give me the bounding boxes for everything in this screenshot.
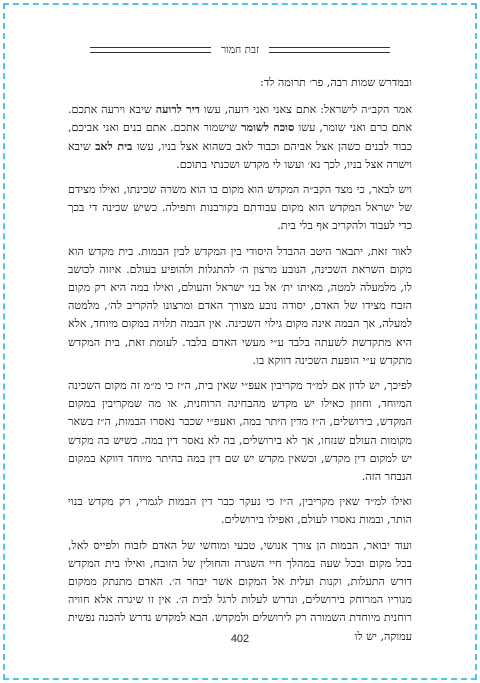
- intro-paragraph: [68, 74, 412, 92]
- body-text: [68, 74, 412, 653]
- body-paragraph: [68, 537, 412, 646]
- page-number: 402: [230, 633, 250, 645]
- text-run: ויש לבאר, כי מצד הקב״ה המקדש הוא מקום בו הוא משרה שכינתו, ואילו מצידם של ישראל המקדש הוא מקום עבודתם בקורבנות ותפילה. כשיש שכינה די בכך כדי לעבוד ולהקריב אף בלי בית.: [68, 183, 412, 233]
- text-run: אמר הקב״ה לישראל: אתם צאני ואני רועה, עשו: [199, 103, 412, 117]
- body-paragraph: [68, 101, 412, 174]
- bold-phrase: דיר לרועה: [155, 103, 200, 117]
- text-run: ובמדרש שמות רבה, פר׳ תרומה לד:: [260, 76, 412, 89]
- text-run: ועוד יבואר, הבמות הן צורך אנושי, טבעי ומוחשי של האדם לזבוח ולפייס לאל, בכל מקום ובכל שעה במהלך חיי השגרה והחולין של הזובח, ואילו בית המקדש דורש התעלות, וקנות ועלית אל המקום אשר יבחר ה׳. האדם מתנתק ממקום מגוריו המרוחק בירושלים, ונדרש לעלות לרגל לבית ה׳. אין זו שיגרה אלא חוויה רוחנית מיוחדת השמורה רק לירושלים ולמקדש. הבא למקדש נדרש להכנה נפשית עמוקה, יש לו: [68, 538, 412, 643]
- text-run: לפיכך, יש לדון אם למ״ד מקריבין אעפ״י שאין בית, ה״ז כי מ״מ זה מקום השכינה המיוחד, וחוזון כאילו יש מקדש מהבחינה הרוחנית, או מה שמקריבין במקום המקדש, בירושלים, ה״ז מדין היתר במה, ואעפ״י שכבר נאסרו הבמות, ה״ז בשאר מקומות העולם שנזחו, אך לא בירושלים, בה לא נאסר דין במה. כשיש בה מקדש יש למקום דין מקדש, וכשאין מקדש יש שם דין במה בהיתר מיוחד דווקא במקום הנבחר הזה.: [68, 379, 412, 484]
- running-header: [90, 43, 390, 57]
- text-run: ואילו למ״ד שאין מקריבין, ה״ז כי נעקר כבר דין הבמות לגמרי, רק מקדש בנוי הותר, ובמות נאסרו לעולם, ואפילו בירושלים.: [68, 495, 412, 527]
- body-paragraph: [68, 493, 412, 529]
- text-run: לאור זאת, יתבאר היטב ההבדל היסודי בין המקדש לבין הבמות. בית מקדש הוא מקום השראת השכינה, הנובע מרצון ה׳ להתגלות ולהופיע בעולם. איזוה לכושב לו, מלמעלה למטה, מאיתו ית׳ אל בני ישראל והעולם, ואילו במה היא רק מקום הזבח מצידו של האדם, יסודה נובע מצורך האדם ומרצונו להקריב לה׳, מלמטה למעלה, אך הבמה אינה מקום גילוי השכינה. אין הבמה תלויה במקום מיוחד, אלא היא מתקדשת לשעתה בלבד ע״י מעשי האדם בלבד. לעומת זאת, בית המקדש מתקדש ע״י הופעת השכינה דווקא בו.: [68, 244, 412, 367]
- body-paragraph: [68, 181, 412, 236]
- body-paragraph: [68, 243, 412, 370]
- bold-phrase: בית לאב: [95, 139, 133, 153]
- text-run: שיבא וירעה אתכם. אתם כרם ואני שומר, עשו: [68, 103, 412, 135]
- header-rule-right: [269, 47, 390, 53]
- header-rule-left: [90, 47, 211, 53]
- text-run: שיבא וישרה אצל בניו, לכך נא׳ ועשו לי מקדש ושכנתי בתוכם.: [68, 139, 412, 171]
- running-header-title: זבת חמור: [220, 44, 259, 56]
- text-run: שישמור אתכם. אתם בנים ואני אביכם, כבוד לבנים כשהן אצל אביהם וכבוד לאב כשהוא אצל בניו, עשו: [68, 121, 413, 153]
- bold-phrase: סוכה לשומר: [241, 121, 295, 135]
- body-paragraph: [68, 377, 412, 486]
